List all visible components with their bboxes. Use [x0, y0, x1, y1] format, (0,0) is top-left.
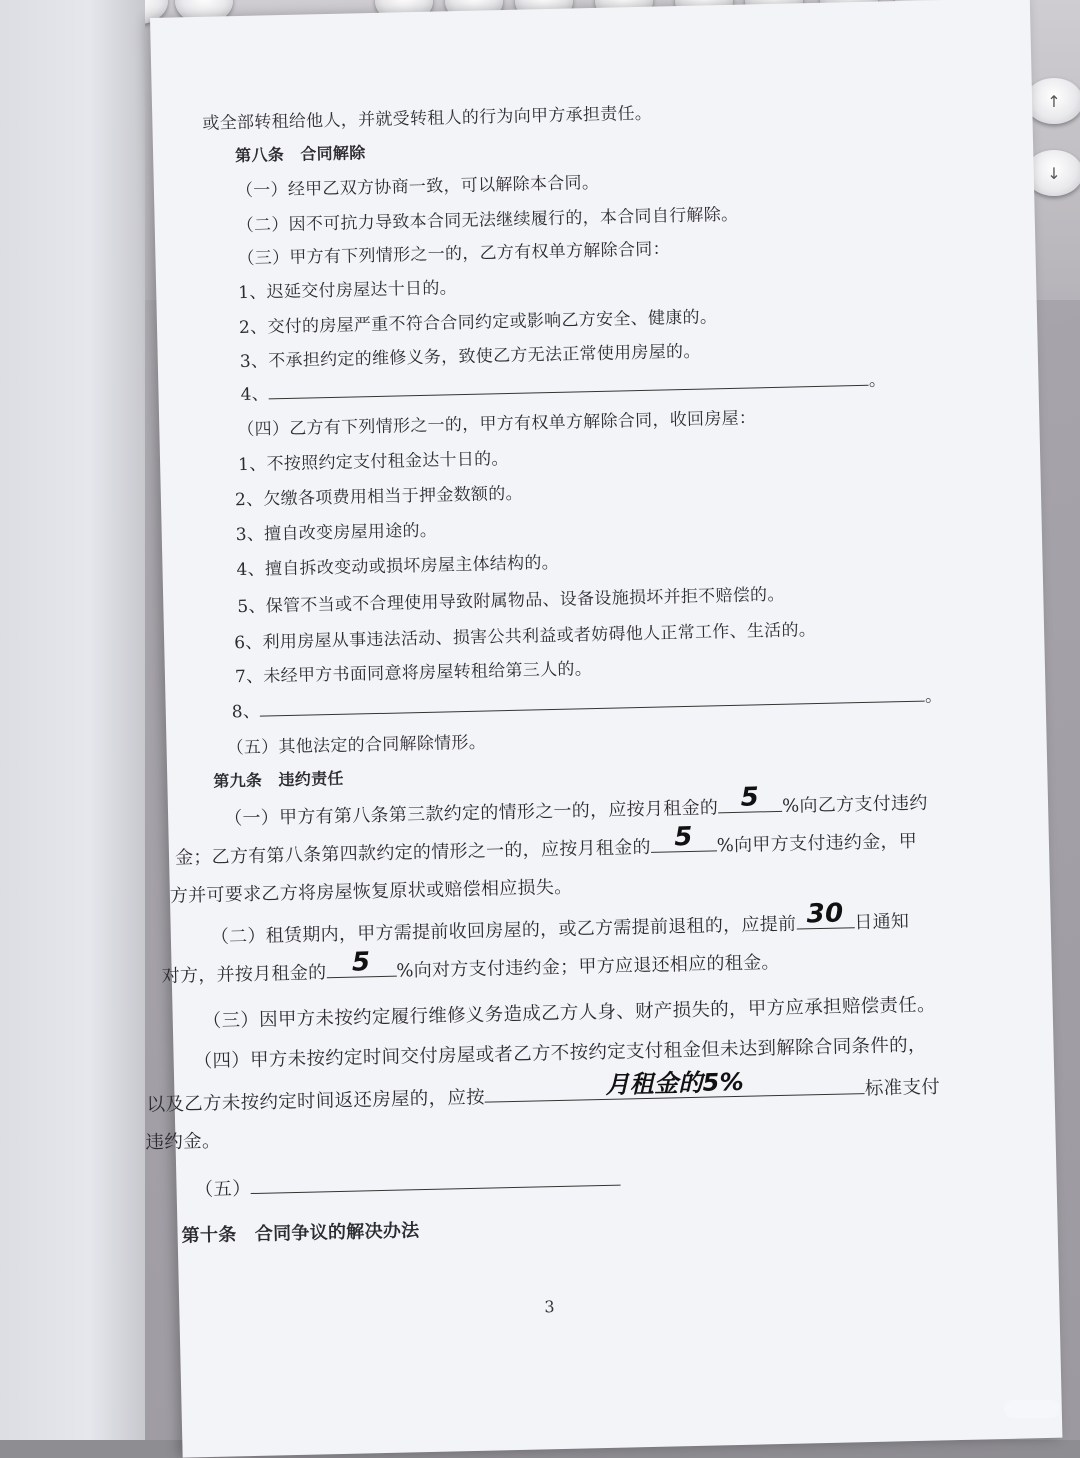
- arrow-up-icon: ↑: [1025, 78, 1080, 124]
- text-line: 7、未经甲方书面同意将房屋转租给第三人的。: [234, 659, 593, 688]
- text-line: 2、交付的房屋严重不符合合同约定或影响乙方安全、健康的。: [238, 307, 718, 339]
- text-line: 6、利用房屋从事违法活动、损害公共利益或者妨碍他人正常工作、生活的。: [233, 620, 817, 654]
- text-line: （三）因甲方未按约定履行维修义务造成乙方人身、财产损失的，甲方应承担赔偿责任。: [202, 994, 937, 1033]
- clause-9-4-line-2: 以及乙方未按约定时间返还房屋的，应按 月租金的5% 标准支付: [146, 1068, 941, 1116]
- text-line: 2、欠缴各项费用相当于押金数额的。: [234, 483, 524, 511]
- text-line: （五）其他法定的合同解除情形。: [226, 732, 487, 759]
- clause-9-2-line-1: （二）租赁期内，甲方需提前收回房屋的，或乙方需提前退租的，应提前 30 日通知: [210, 898, 910, 948]
- text-line: （一）经甲乙双方协商一致，可以解除本合同。: [235, 172, 600, 202]
- text-line: 1、迟延交付房屋达十日的。: [238, 278, 458, 304]
- arrow-down-icon: ↓: [1025, 150, 1080, 196]
- period: 。: [924, 686, 943, 707]
- section-heading-10: 第十条 合同争议的解决办法: [181, 1220, 420, 1247]
- text-line: 3、擅自改变房屋用途的。: [235, 520, 438, 546]
- clause-9-1-line-1: （一）甲方有第八条第三款约定的情形之一的，应按月租金的 5 %向乙方支付违约: [223, 782, 928, 830]
- item-label: 8、: [231, 701, 261, 723]
- left-page: [0, 0, 145, 1440]
- text-line: （四）乙方有下列情形之一的，甲方有权单方解除合同，收回房屋：: [237, 408, 757, 441]
- blank-line: [251, 1166, 621, 1195]
- text-line: （四）甲方未按约定时间交付房屋或者乙方不按约定支付租金但未达到解除合同条件的，: [193, 1034, 927, 1073]
- section-heading-8: 第八条 合同解除: [234, 143, 366, 166]
- text-line: 4、擅自拆改变动或损坏房屋主体结构的。: [236, 552, 560, 581]
- page-number: 3: [544, 1297, 555, 1317]
- handwritten-field: 5: [718, 792, 782, 813]
- text-line: 违约金。: [145, 1130, 221, 1154]
- period: 。: [868, 370, 887, 391]
- text-line: （三）甲方有下列情形之一的，乙方有权单方解除合同：: [237, 239, 671, 270]
- blank-line: [269, 367, 869, 399]
- clause-9-2-line-2: 对方，并按月租金的 5 %向对方支付违约金；甲方应退还相应的租金。: [161, 947, 780, 987]
- clause-9-1-line-2: 金；乙方有第八条第四款约定的情形之一的，应按月租金的 5 %向甲方支付违约金，甲: [174, 821, 918, 869]
- watermark: [1004, 1400, 1060, 1418]
- text-line: （二）因不可抗力导致本合同无法继续履行的，本合同自行解除。: [236, 204, 739, 237]
- handwritten-field: 5: [650, 831, 716, 852]
- text-line: 或全部转租给他人，并就受转租人的行为向甲方承担责任。: [202, 103, 653, 134]
- handwritten-field: 5: [326, 957, 396, 978]
- blank-item-9-5: （五）: [194, 1166, 621, 1202]
- blank-item-8: [231, 681, 942, 722]
- contract-page: [145, 0, 1062, 1458]
- blank-item-4: [240, 365, 886, 405]
- blank-line: [260, 683, 925, 717]
- handwritten-field: 月租金的5%: [485, 1074, 865, 1103]
- section-heading-9: 第九条 违约责任: [213, 768, 344, 791]
- text-line: 5、保管不当或不合理使用导致附属物品、设备设施损坏并拒不赔偿的。: [237, 584, 785, 618]
- item-label: 4、: [240, 384, 270, 406]
- handwritten-field: 30: [796, 908, 854, 929]
- text-line: 3、不承担约定的维修义务，致使乙方无法正常使用房屋的。: [239, 341, 701, 373]
- text-line: 方并可要求乙方将房屋恢复原状或赔偿相应损失。: [169, 876, 573, 907]
- text-line: 1、不按照约定支付租金达十日的。: [237, 448, 509, 476]
